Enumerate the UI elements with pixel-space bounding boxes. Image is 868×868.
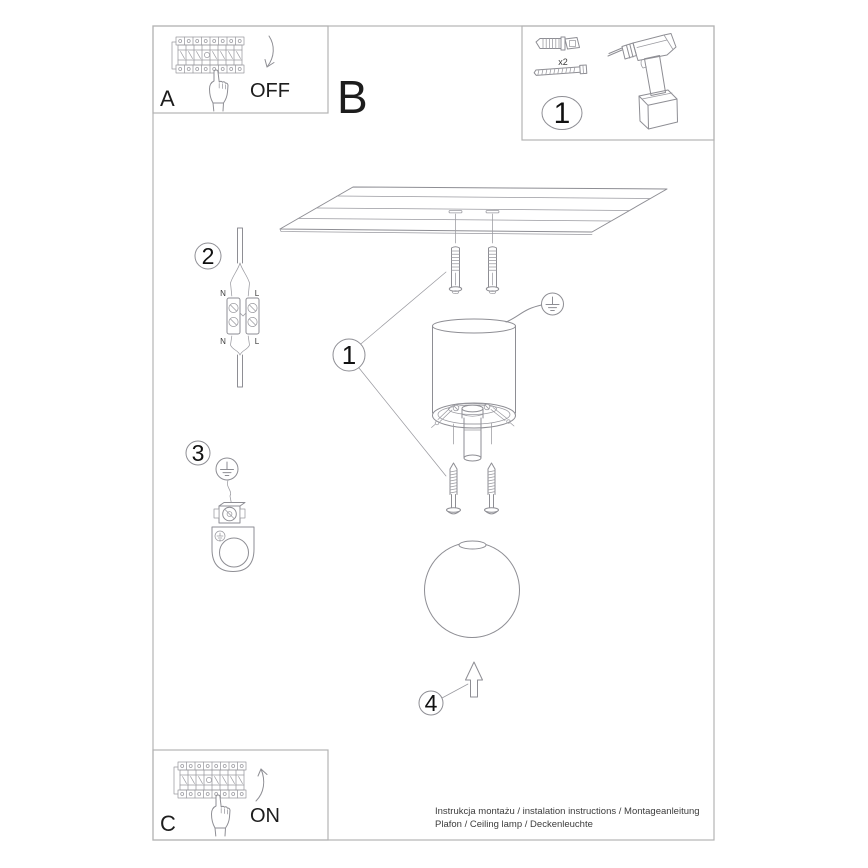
circuit-breaker-icon	[172, 37, 244, 73]
mounting-screw-right	[485, 463, 499, 514]
glass-sphere	[425, 541, 520, 638]
mounting-screw-left	[447, 463, 461, 514]
step-3-grounding	[186, 440, 254, 572]
wire-label-n-bottom: N	[220, 337, 226, 346]
power-off-step	[160, 36, 290, 111]
ground-terminal	[214, 503, 245, 524]
ceiling-panel	[280, 187, 667, 243]
step-1-callout	[333, 272, 446, 476]
ground-wire	[506, 305, 542, 322]
power-on-step	[160, 762, 280, 836]
screw-guide-lines	[454, 423, 492, 444]
footer-line-1: Instrukcja montażu / instalation instructions / Montageanleitung	[435, 806, 700, 817]
ceiling-slot-right	[486, 211, 499, 213]
ground-symbol-lamp	[542, 293, 564, 315]
cable-bottom	[238, 355, 243, 387]
footer-line-2: Plafon / Ceiling lamp / Deckenleuchte	[435, 819, 593, 830]
mounting-bracket-icon	[212, 527, 254, 572]
panel-c-label: C	[160, 811, 176, 836]
wire-label-l-bottom: L	[254, 337, 260, 346]
step-1-number: 1	[341, 340, 357, 370]
sphere-neck	[459, 541, 486, 549]
main-frame	[153, 26, 714, 840]
step-4-callout	[419, 662, 483, 716]
wire-label-l-top: L	[254, 289, 260, 298]
panel-off-frame	[153, 26, 328, 113]
quantity-label: x2	[558, 57, 568, 67]
footer-text	[435, 806, 700, 830]
wall-plug-right	[486, 247, 498, 294]
up-arrow-icon	[466, 662, 483, 697]
lamp-body	[432, 305, 542, 461]
step-4-number: 4	[424, 690, 438, 716]
on-label: ON	[250, 805, 280, 827]
wall-plug-icon	[536, 37, 580, 50]
wall-plug-left	[449, 247, 461, 294]
drill-icon	[608, 34, 678, 130]
step-3-number: 3	[191, 440, 205, 466]
off-label: OFF	[250, 80, 290, 102]
hand-press-icon	[212, 795, 231, 836]
step-2-number: 2	[201, 243, 215, 269]
curved-arrow-down-icon	[265, 36, 274, 67]
tools-step-number: 1	[553, 97, 571, 130]
ground-wire-short	[227, 481, 231, 505]
panel-a-label: A	[160, 86, 175, 111]
hand-press-icon	[210, 70, 229, 111]
wire-label-n-top: N	[220, 289, 226, 298]
terminal-block-icon	[227, 298, 259, 334]
spring-clip-right	[491, 408, 514, 427]
tools-required	[534, 34, 678, 131]
ceiling-slot-left	[449, 211, 462, 213]
bulb-socket	[462, 405, 483, 461]
curved-arrow-up-icon	[256, 769, 267, 801]
step-2-wiring	[195, 228, 260, 387]
section-b-label: B	[337, 71, 368, 123]
circuit-breaker-icon	[174, 762, 246, 798]
cable-top	[238, 228, 243, 263]
